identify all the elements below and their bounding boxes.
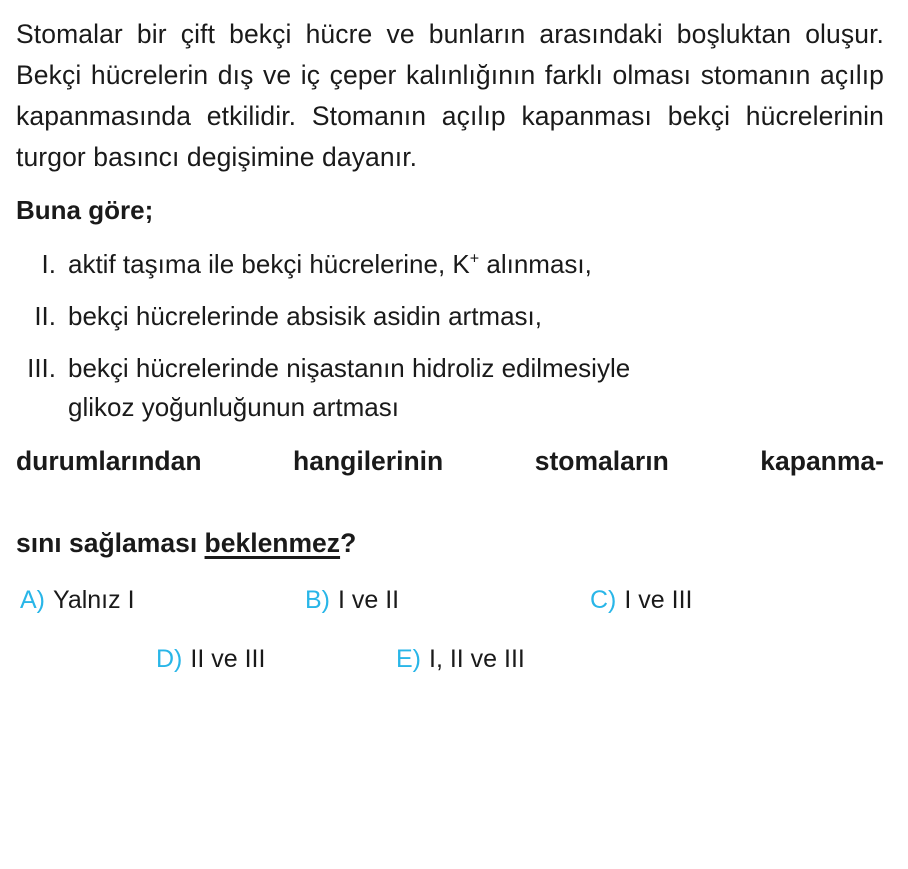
roman-numeral: I.: [41, 248, 56, 279]
superscript-plus: +: [469, 248, 480, 267]
option-c-letter: C): [590, 585, 617, 614]
option-e-letter: E): [396, 645, 421, 674]
option-c[interactable]: [590, 582, 692, 620]
option-d-text: II ve III: [190, 645, 266, 674]
passage-text: Stomalar bir çift bekçi hücre ve bunların arasındaki boşluktan oluşur. Bekçi hücrelerin dış ve iç çeper kalınlığının farklı olması stomanın açılıp kapanmasında etkilidir. Stomanın açılıp kapanması bekçi hücrelerinin turgor basıncı degişimine dayanır.: [16, 19, 884, 173]
question-line-2-after: ?: [340, 527, 357, 558]
roman-text-line2: glikoz yoğunluğunun artması: [68, 391, 399, 422]
roman-text: bekçi hücrelerinde absisik asidin artması,: [68, 300, 542, 331]
option-b-text: I ve II: [338, 585, 400, 614]
question-line-1: durumlarından hangilerinin stomaların kapanma-: [16, 445, 884, 476]
option-c-text: I ve III: [624, 585, 693, 614]
question-line-2: [16, 528, 356, 558]
option-d-letter: D): [156, 645, 183, 674]
option-a[interactable]: [20, 582, 305, 620]
passage-block: [16, 14, 884, 178]
roman-text-line1: bekçi hücrelerinde nişastanın hidroliz edilmesiyle: [68, 352, 631, 383]
option-d[interactable]: [156, 641, 396, 679]
option-e-text: I, II ve III: [429, 645, 525, 674]
list-item: [16, 297, 884, 336]
roman-text: [68, 349, 884, 427]
option-a-letter: A): [20, 585, 45, 614]
options-row-2: [16, 641, 884, 679]
option-b-letter: B): [305, 585, 330, 614]
roman-numeral: III.: [27, 352, 56, 383]
prompt-lead: Buna göre;: [16, 195, 154, 226]
roman-text-tail: alınması,: [479, 248, 592, 279]
roman-text: [68, 245, 884, 284]
question-line-2-before: sını sağlaması: [16, 527, 205, 558]
option-b[interactable]: [305, 582, 590, 620]
option-e[interactable]: [396, 641, 525, 679]
option-a-text: Yalnız I: [53, 585, 135, 614]
list-item: [16, 245, 884, 284]
question-emphasis: beklenmez: [204, 527, 341, 558]
roman-numeral: II.: [34, 300, 56, 331]
options-row-1: [16, 582, 884, 620]
roman-list: [16, 245, 884, 427]
roman-text-part: aktif taşıma ile bekçi hücrelerine, K: [68, 248, 470, 279]
list-item: [16, 349, 884, 427]
answer-options: [16, 582, 884, 679]
question-stem: [16, 441, 884, 564]
